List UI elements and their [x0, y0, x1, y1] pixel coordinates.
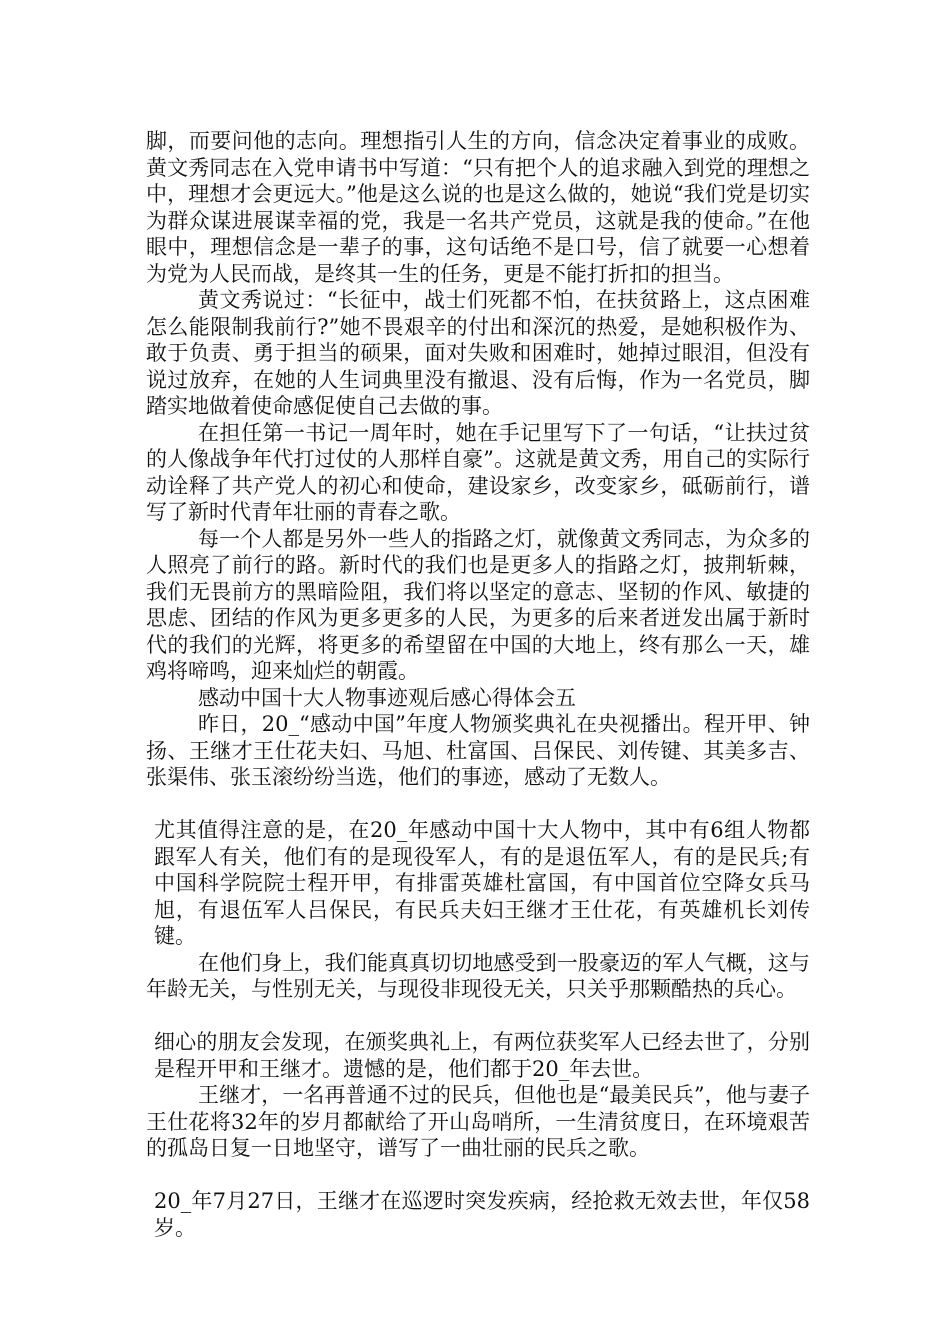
paragraph-7: 在他们身上，我们能真真切切地感受到一股豪迈的军人气概，这与年龄无关，与性别无关，与现役非现役无关，只关乎那颗酷热的兵心。	[146, 950, 810, 1001]
blank-line	[146, 791, 810, 818]
paragraph-10: 20_年7月27日，王继才在巡逻时突发疾病，经抢救无效去世，年仅58岁。	[154, 1189, 810, 1240]
blank-line	[146, 1003, 810, 1030]
document-body	[146, 128, 810, 1241]
paragraph-6: 尤其值得注意的是，在20_年感动中国十大人物中，其中有6组人物都跟军人有关，他们有的是现役军人，有的是退伍军人，有的是民兵;有中国科学院院士程开甲，有排雷英雄杜富国，有中国首位空降女兵马旭，有退伍军人吕保民，有民兵夫妇王继才王仕花，有英雄机长刘传键。	[154, 818, 810, 948]
paragraph-2: 黄文秀说过：“长征中，战士们死都不怕，在扶贫路上，这点困难怎么能限制我前行?”她不畏艰辛的付出和深沉的热爱，是她积极作为、敢于负责、勇于担当的硕果，面对失败和困难时，她掉过眼泪，但没有说过放弃，在她的人生词典里没有撤退、没有后悔，作为一名党员，脚踏实地做着使命感促使自己去做的事。	[146, 288, 810, 418]
paragraph-5: 昨日，20_“感动中国”年度人物颁奖典礼在央视播出。程开甲、钟扬、王继才王仕花夫妇、马旭、杜富国、吕保民、刘传键、其美多吉、张渠伟、张玉滚纷纷当选，他们的事迹，感动了无数人。	[146, 712, 810, 789]
paragraph-1: 脚，而要问他的志向。理想指引人生的方向，信念决定着事业的成败。黄文秀同志在入党申请书中写道：“只有把个人的追求融入到党的理想之中，理想才会更远大。”他是这么说的也是这么做的，她说“我们党是切实为群众谋进展谋幸福的党，我是一名共产党员，这就是我的使命。”在他眼中，理想信念是一辈子的事，这句话绝不是口号，信了就要一心想着为党为人民而战，是终其一生的任务，更是不能打折扣的担当。	[146, 129, 810, 286]
paragraph-4: 每一个人都是另外一些人的指路之灯，就像黄文秀同志，为众多的人照亮了前行的路。新时代的我们也是更多人的指路之灯，披荆斩棘，我们无畏前方的黑暗险阻，我们将以坚定的意志、坚韧的作风、敏捷的思虑、团结的作风为更多更多的人民，为更多的后来者迸发出属于新时代的我们的光辉，将更多的希望留在中国的大地上，终有那么一天，雄鸡将啼鸣，迎来灿烂的朝霞。	[146, 526, 810, 683]
blank-line	[146, 1162, 810, 1189]
paragraph-3: 在担任第一书记一周年时，她在手记里写下了一句话，“让扶过贫的人像战争年代打过仗的人那样自豪”。这就是黄文秀，用自己的实际行动诠释了共产党人的初心和使命，建设家乡，改变家乡，砥砺前行，谱写了新时代青年壮丽的青春之歌。	[146, 420, 810, 524]
section-heading: 感动中国十大人物事迹观后感心得体会五	[198, 685, 576, 710]
paragraph-9: 王继才，一名再普通不过的民兵，但他也是“最美民兵”，他与妻子王仕花将32年的岁月都献给了开山岛哨所，一生清贫度日，在环境艰苦的孤岛日复一日地坚守，谱写了一曲壮丽的民兵之歌。	[146, 1083, 810, 1160]
paragraph-8: 细心的朋友会发现，在颁奖典礼上，有两位获奖军人已经去世了，分别是程开甲和王继才。遗憾的是，他们都于20_年去世。	[154, 1030, 810, 1081]
